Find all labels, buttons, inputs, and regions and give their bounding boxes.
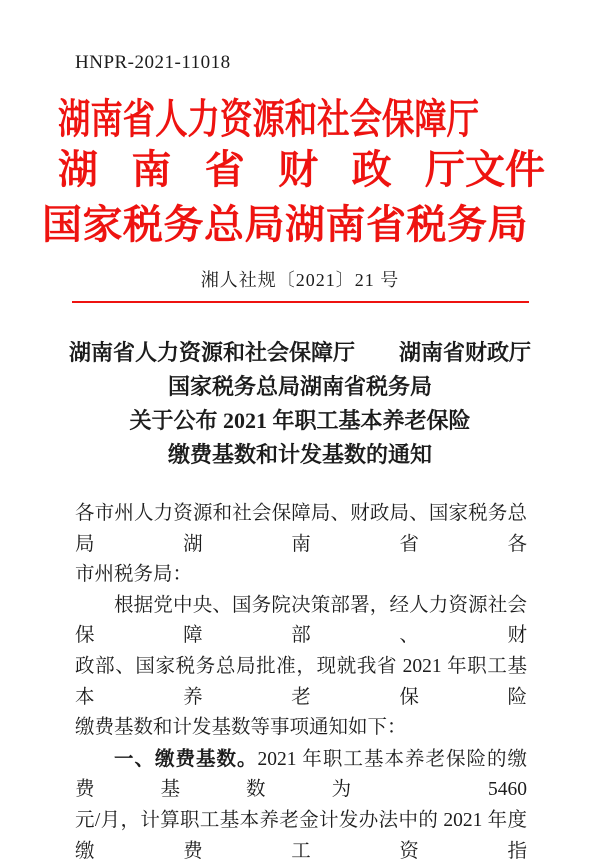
document-title	[0, 336, 600, 472]
letterhead-char: 湖	[58, 147, 98, 192]
letterhead-char: 财	[278, 147, 319, 192]
letterhead-char-group: 厅文件	[424, 147, 545, 192]
document-body	[75, 499, 527, 867]
body-line-para2-1: 根据党中央、国务院决策部署，经人力资源社会保障部、财	[75, 594, 527, 647]
body-line-para2-3: 缴费基数和计发基数等事项通知如下：	[75, 717, 407, 739]
letterhead-line-hrss: 湖南省人力资源和社会保障厅	[58, 96, 480, 142]
body-line-para3-1-rest: 2021 年职工基本养老保险的缴费基数为 5460	[75, 748, 527, 801]
body-line-recipients-1: 各市州人力资源和社会保障局、财政局、国家税务总局湖南省各	[75, 503, 527, 555]
body-bold-lead: 一、缴费基数。	[114, 747, 258, 770]
body-line-recipients-2: 市州税务局：	[75, 564, 193, 586]
letterhead-char: 南	[131, 147, 172, 192]
document-code: HNPR-2021-11018	[75, 52, 231, 73]
title-line-2: 国家税务总局湖南省税务局	[167, 374, 432, 399]
letterhead-line-tax: 国家税务总局湖南省税务局	[42, 202, 528, 247]
body-line-para3-1	[75, 744, 527, 806]
letterhead-line-finance	[58, 147, 545, 193]
red-divider-rule	[72, 301, 529, 303]
letterhead-char: 省	[204, 147, 245, 192]
title-line-3: 关于公布 2021 年职工基本养老保险	[129, 408, 471, 433]
document-number: 湘人社规〔2021〕21 号	[200, 270, 400, 290]
title-line-4: 缴费基数和计发基数的通知	[167, 442, 432, 467]
title-line-1: 湖南省人力资源和社会保障厅 湖南省财政厅	[68, 340, 531, 365]
body-line-para3-2: 元/月，计算职工基本养老金计发办法中的 2021 年度缴费工资指	[75, 809, 527, 862]
red-letterhead	[0, 94, 600, 254]
body-line-para2-2: 政部、国家税务总局批准，现就我省 2021 年职工基本养老保险	[75, 655, 527, 708]
letterhead-char: 政	[351, 147, 392, 192]
